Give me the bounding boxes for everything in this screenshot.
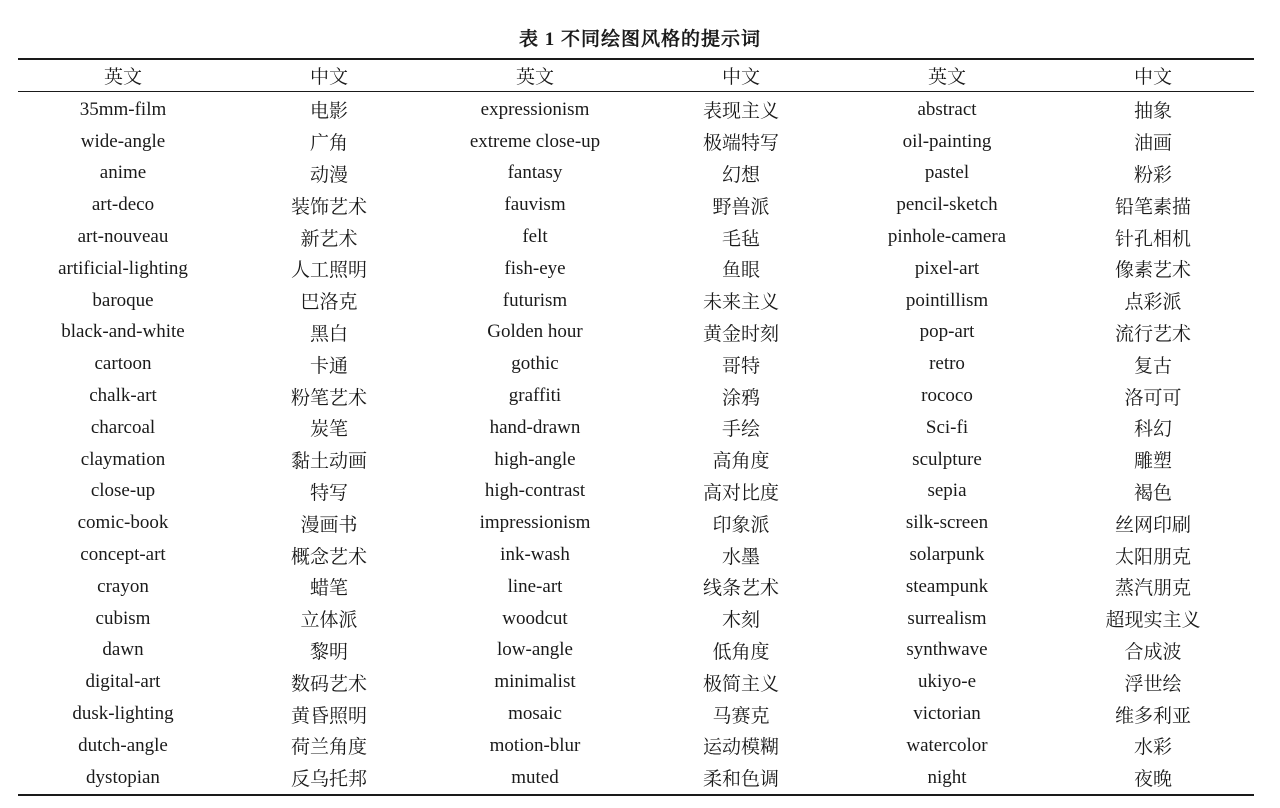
english-term-cell: muted xyxy=(511,766,559,788)
english-term-cell: Sci-fi xyxy=(925,416,969,438)
english-term-cell: charcoal xyxy=(90,416,156,438)
english-term-cell: surrealism xyxy=(907,607,987,629)
chinese-term-cell: 抽象 xyxy=(1133,101,1172,123)
english-term-cell: comic-book xyxy=(77,512,169,534)
english-term-cell: artificial-lighting xyxy=(58,257,188,279)
table-row xyxy=(18,539,1254,571)
chinese-term-cell: 粉彩 xyxy=(1133,164,1172,186)
chinese-term-cell: 柔和色调 xyxy=(702,769,779,791)
english-term-cell: crayon xyxy=(97,575,149,597)
chinese-term-cell: 洛可可 xyxy=(1124,387,1182,409)
table-row xyxy=(18,476,1254,508)
chinese-term-cell: 蒸汽朋克 xyxy=(1114,578,1191,600)
header-english-3: 英文 xyxy=(927,67,966,88)
english-term-cell: night xyxy=(927,766,967,788)
chinese-term-cell: 褐色 xyxy=(1133,482,1172,504)
english-term-cell: gothic xyxy=(511,353,559,375)
english-term-cell: dusk-lighting xyxy=(72,703,174,725)
header-english-2: 英文 xyxy=(515,67,554,88)
chinese-term-cell: 印象派 xyxy=(712,514,770,536)
english-term-cell: pop-art xyxy=(919,321,975,343)
english-term-cell: abstract xyxy=(917,98,977,120)
chinese-term-cell: 荷兰角度 xyxy=(290,737,367,759)
chinese-term-cell: 特写 xyxy=(309,482,348,504)
chinese-term-cell: 漫画书 xyxy=(300,514,358,536)
english-term-cell: graffiti xyxy=(508,385,562,407)
chinese-term-cell: 超现实主义 xyxy=(1105,610,1201,632)
table-row xyxy=(18,285,1254,317)
table-row xyxy=(18,666,1254,698)
chinese-term-cell: 粉笔艺术 xyxy=(290,387,367,409)
chinese-term-cell: 毛毡 xyxy=(721,228,760,250)
table-row xyxy=(18,92,1254,126)
english-term-cell: oil-painting xyxy=(902,130,992,152)
chinese-term-cell: 人工照明 xyxy=(290,260,367,282)
chinese-term-cell: 卡通 xyxy=(309,355,348,377)
english-term-cell: low-angle xyxy=(497,639,573,661)
chinese-term-cell: 表现主义 xyxy=(702,101,779,123)
english-term-cell: pinhole-camera xyxy=(887,226,1007,248)
chinese-term-cell: 哥特 xyxy=(721,355,760,377)
header-chinese-3: 中文 xyxy=(1133,67,1172,88)
english-term-cell: woodcut xyxy=(502,607,568,629)
english-term-cell: line-art xyxy=(507,575,563,597)
english-term-cell: fish-eye xyxy=(504,257,566,279)
table-row xyxy=(18,253,1254,285)
prompt-style-table xyxy=(18,58,1254,796)
chinese-term-cell: 水彩 xyxy=(1133,737,1172,759)
english-term-cell: pencil-sketch xyxy=(896,194,998,216)
english-term-cell: dawn xyxy=(102,639,144,661)
table-row xyxy=(18,507,1254,539)
english-term-cell: fantasy xyxy=(507,162,563,184)
chinese-term-cell: 高对比度 xyxy=(702,482,779,504)
english-term-cell: steampunk xyxy=(905,575,989,597)
english-term-cell: watercolor xyxy=(906,734,988,756)
english-term-cell: pointillism xyxy=(905,289,989,311)
english-term-cell: close-up xyxy=(90,480,156,502)
english-term-cell: art-deco xyxy=(91,194,155,216)
english-term-cell: victorian xyxy=(913,703,981,725)
chinese-term-cell: 电影 xyxy=(309,101,348,123)
english-term-cell: high-angle xyxy=(494,448,576,470)
english-term-cell: dystopian xyxy=(86,766,160,788)
chinese-term-cell: 油画 xyxy=(1133,133,1172,155)
table-row xyxy=(18,158,1254,190)
chinese-term-cell: 浮世绘 xyxy=(1124,673,1182,695)
english-term-cell: fauvism xyxy=(504,194,566,216)
chinese-term-cell: 广角 xyxy=(309,133,348,155)
chinese-term-cell: 复古 xyxy=(1133,355,1172,377)
chinese-term-cell: 像素艺术 xyxy=(1114,260,1191,282)
table-row xyxy=(18,348,1254,380)
english-term-cell: solarpunk xyxy=(909,544,985,566)
english-term-cell: sepia xyxy=(927,480,967,502)
english-term-cell: wide-angle xyxy=(80,130,166,152)
chinese-term-cell: 点彩派 xyxy=(1124,292,1182,314)
english-term-cell: concept-art xyxy=(80,544,166,566)
english-term-cell: pastel xyxy=(924,162,970,184)
table-caption: 表 1 不同绘图风格的提示词 xyxy=(518,29,761,50)
english-term-cell: black-and-white xyxy=(61,321,185,343)
chinese-term-cell: 未来主义 xyxy=(702,292,779,314)
chinese-term-cell: 合成波 xyxy=(1124,641,1182,663)
chinese-term-cell: 幻想 xyxy=(721,164,760,186)
chinese-term-cell: 夜晚 xyxy=(1133,769,1172,791)
table-row xyxy=(18,762,1254,795)
chinese-term-cell: 炭笔 xyxy=(309,419,348,441)
chinese-term-cell: 水墨 xyxy=(721,546,760,568)
chinese-term-cell: 黑白 xyxy=(309,323,348,345)
chinese-term-cell: 概念艺术 xyxy=(290,546,367,568)
table-header-row xyxy=(18,59,1254,92)
chinese-term-cell: 立体派 xyxy=(300,610,358,632)
table-row xyxy=(18,444,1254,476)
english-term-cell: ukiyo-e xyxy=(917,671,977,693)
english-term-cell: impressionism xyxy=(479,512,591,534)
chinese-term-cell: 反乌托邦 xyxy=(290,769,367,791)
chinese-term-cell: 巴洛克 xyxy=(300,292,358,314)
english-term-cell: hand-drawn xyxy=(489,416,581,438)
chinese-term-cell: 雕塑 xyxy=(1133,451,1172,473)
english-term-cell: cubism xyxy=(95,607,151,629)
table-row xyxy=(18,730,1254,762)
table-row xyxy=(18,698,1254,730)
table-container xyxy=(18,58,1254,796)
chinese-term-cell: 动漫 xyxy=(309,164,348,186)
chinese-term-cell: 极端特写 xyxy=(702,133,779,155)
english-term-cell: retro xyxy=(929,353,965,375)
chinese-term-cell: 太阳朋克 xyxy=(1114,546,1191,568)
table-row xyxy=(18,412,1254,444)
english-term-cell: cartoon xyxy=(94,353,152,375)
chinese-term-cell: 马赛克 xyxy=(712,705,770,727)
chinese-term-cell: 铅笔素描 xyxy=(1114,196,1191,218)
english-term-cell: rococo xyxy=(921,385,973,407)
table-row xyxy=(18,571,1254,603)
english-term-cell: expressionism xyxy=(480,98,590,120)
chinese-term-cell: 野兽派 xyxy=(712,196,770,218)
table-body xyxy=(18,92,1254,795)
english-term-cell: extreme close-up xyxy=(469,130,601,152)
english-term-cell: silk-screen xyxy=(905,512,989,534)
header-english-1: 英文 xyxy=(103,67,142,88)
chinese-term-cell: 流行艺术 xyxy=(1114,323,1191,345)
table-row xyxy=(18,189,1254,221)
english-term-cell: high-contrast xyxy=(484,480,586,502)
chinese-term-cell: 黄金时刻 xyxy=(702,323,779,345)
chinese-term-cell: 针孔相机 xyxy=(1114,228,1191,250)
table-row xyxy=(18,635,1254,667)
chinese-term-cell: 木刻 xyxy=(721,610,760,632)
chinese-term-cell: 运动模糊 xyxy=(702,737,779,759)
chinese-term-cell: 丝网印刷 xyxy=(1114,514,1191,536)
chinese-term-cell: 鱼眼 xyxy=(721,260,760,282)
english-term-cell: baroque xyxy=(92,289,154,311)
header-chinese-2: 中文 xyxy=(721,67,760,88)
chinese-term-cell: 新艺术 xyxy=(300,228,358,250)
table-row xyxy=(18,221,1254,253)
english-term-cell: synthwave xyxy=(906,639,988,661)
chinese-term-cell: 黏土动画 xyxy=(290,451,367,473)
chinese-term-cell: 高角度 xyxy=(712,451,770,473)
english-term-cell: anime xyxy=(99,162,147,184)
chinese-term-cell: 极简主义 xyxy=(702,673,779,695)
chinese-term-cell: 手绘 xyxy=(721,419,760,441)
english-term-cell: dutch-angle xyxy=(78,734,168,756)
english-term-cell: claymation xyxy=(80,448,166,470)
table-row xyxy=(18,380,1254,412)
english-term-cell: ink-wash xyxy=(500,544,570,566)
english-term-cell: mosaic xyxy=(508,703,562,725)
chinese-term-cell: 科幻 xyxy=(1133,419,1172,441)
chinese-term-cell: 维多利亚 xyxy=(1114,705,1191,727)
chinese-term-cell: 黄昏照明 xyxy=(290,705,367,727)
chinese-term-cell: 线条艺术 xyxy=(702,578,779,600)
chinese-term-cell: 黎明 xyxy=(309,641,348,663)
chinese-term-cell: 低角度 xyxy=(712,641,770,663)
english-term-cell: Golden hour xyxy=(487,321,583,343)
english-term-cell: art-nouveau xyxy=(77,226,169,248)
english-term-cell: motion-blur xyxy=(489,734,581,756)
header-chinese-1: 中文 xyxy=(309,67,348,88)
english-term-cell: pixel-art xyxy=(914,257,980,279)
english-term-cell: minimalist xyxy=(494,671,576,693)
table-row xyxy=(18,317,1254,349)
chinese-term-cell: 蜡笔 xyxy=(309,578,348,600)
english-term-cell: chalk-art xyxy=(89,385,157,407)
chinese-term-cell: 涂鸦 xyxy=(721,387,760,409)
table-row xyxy=(18,126,1254,158)
english-term-cell: felt xyxy=(522,226,548,248)
chinese-term-cell: 装饰艺术 xyxy=(290,196,367,218)
english-term-cell: 35mm-film xyxy=(79,98,167,120)
english-term-cell: sculpture xyxy=(912,448,982,470)
table-row xyxy=(18,603,1254,635)
chinese-term-cell: 数码艺术 xyxy=(290,673,367,695)
english-term-cell: futurism xyxy=(502,289,568,311)
english-term-cell: digital-art xyxy=(85,671,161,693)
